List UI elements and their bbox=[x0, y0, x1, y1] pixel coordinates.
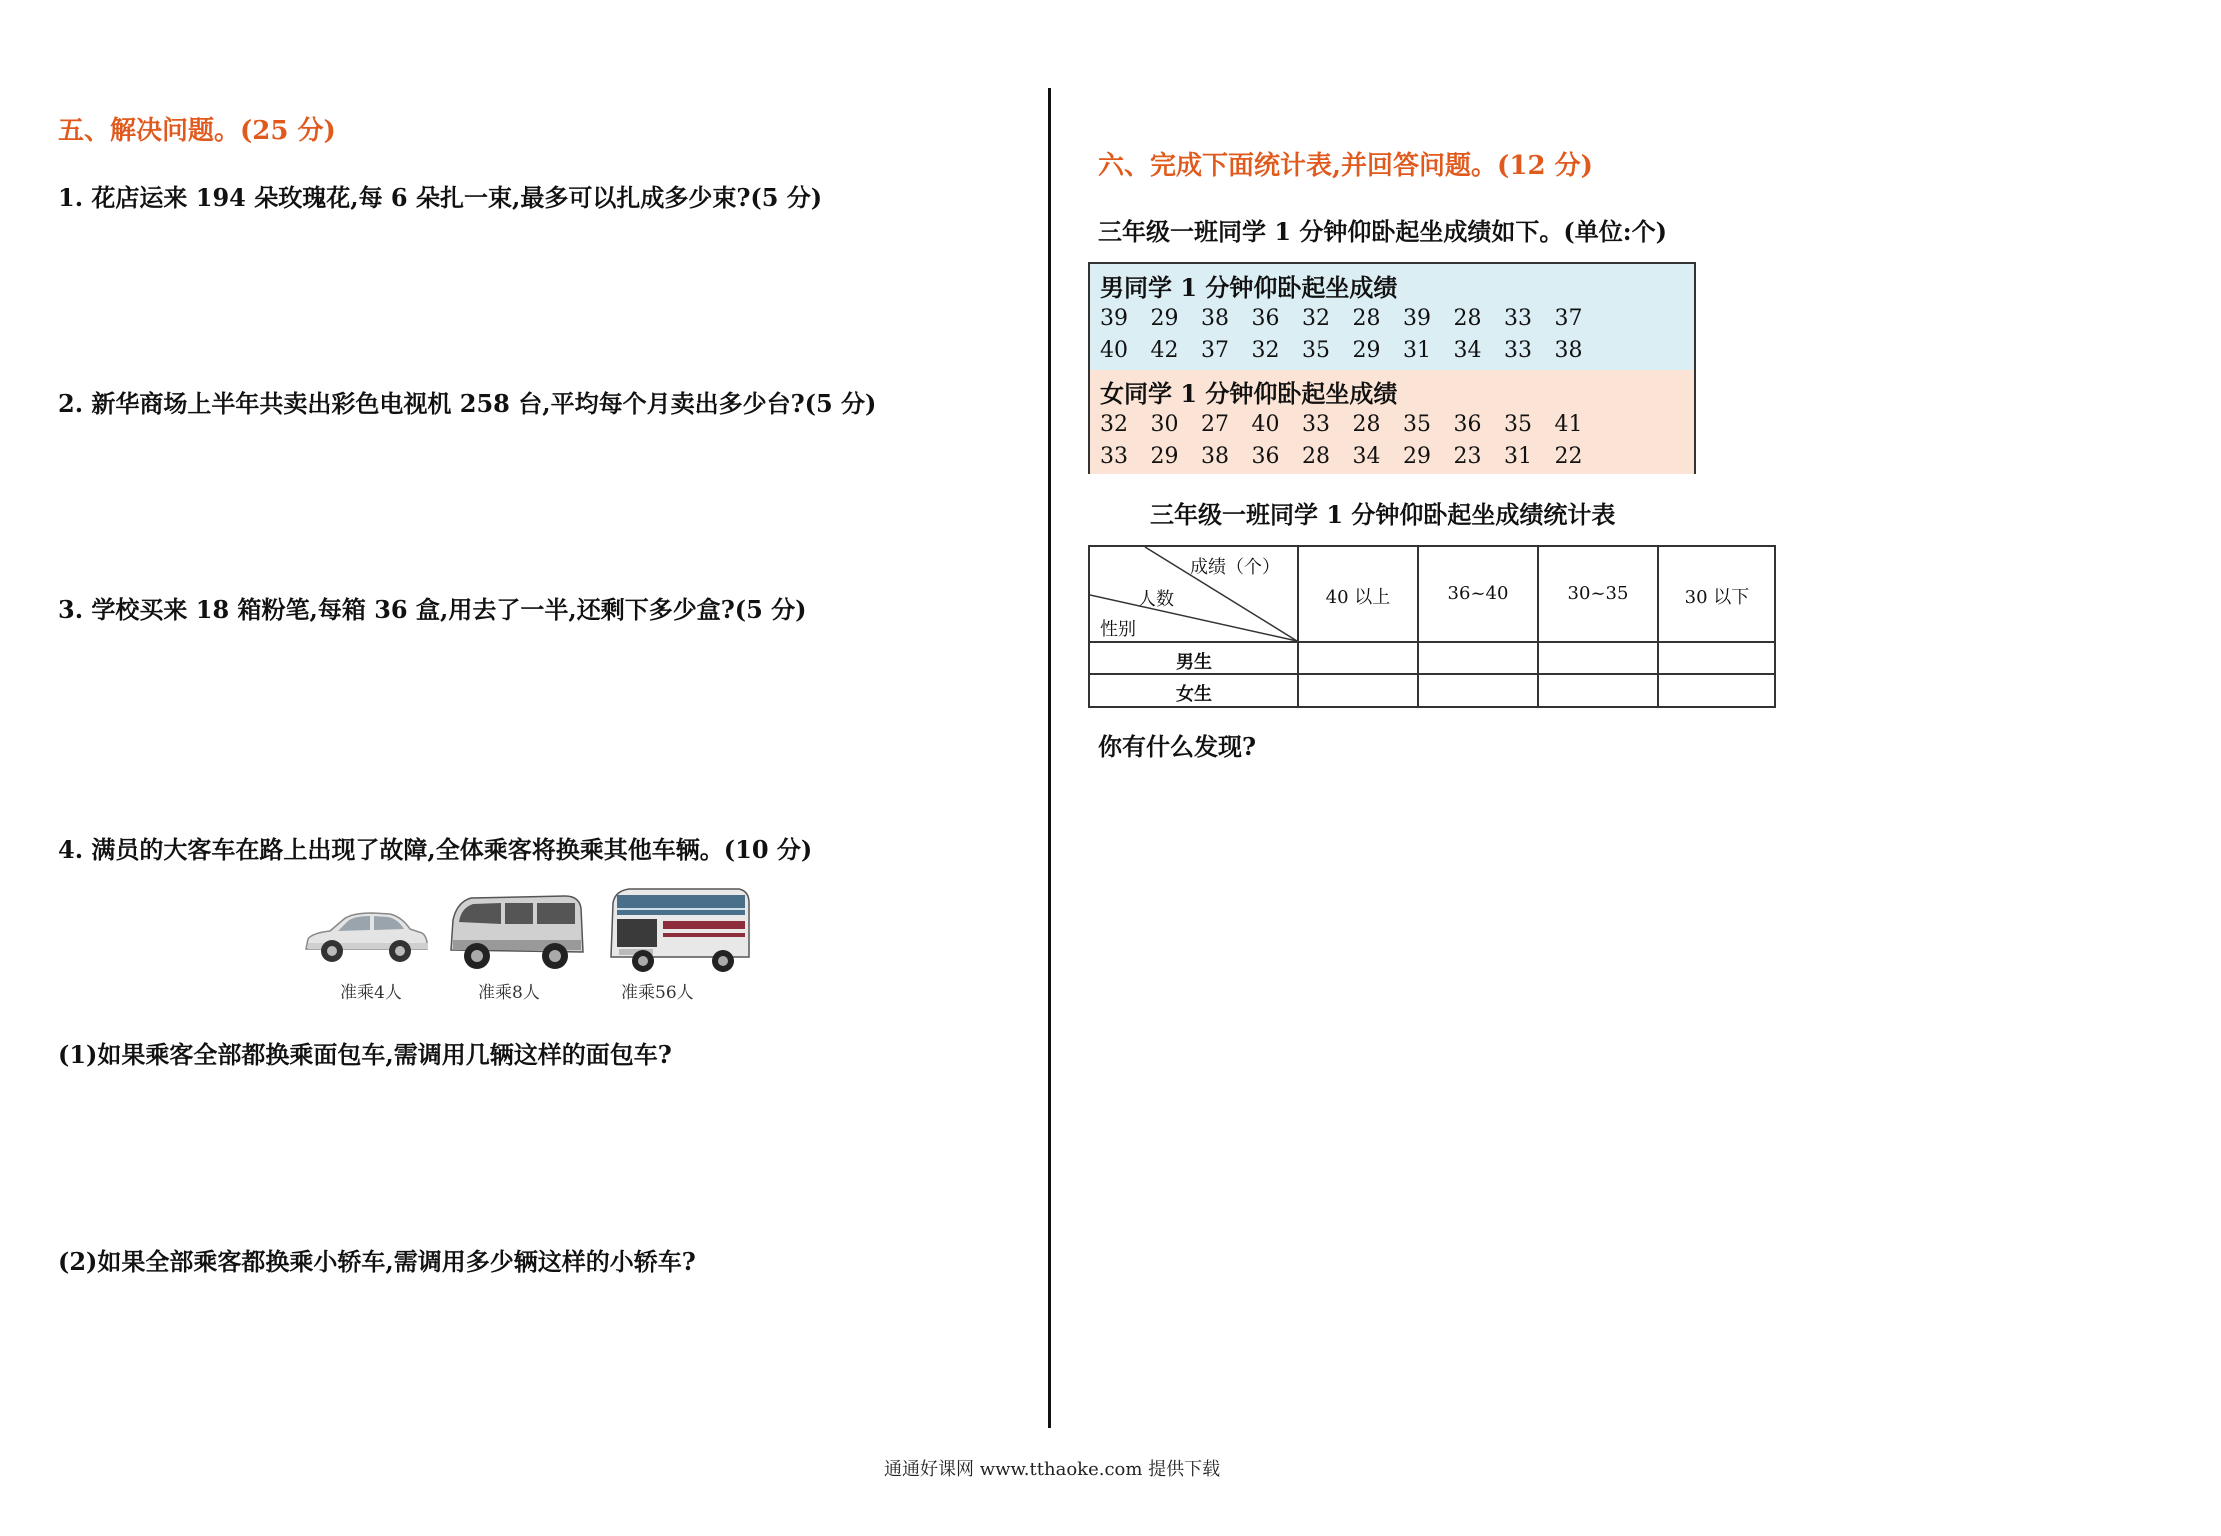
question-1: 1. 花店运来 194 朵玫瑰花,每 6 朵扎一束,最多可以扎成多少束?(5 分) bbox=[58, 183, 823, 212]
column-header: 40 以上 bbox=[1325, 587, 1391, 608]
score-value: 35 bbox=[1302, 338, 1330, 363]
score-value: 37 bbox=[1201, 338, 1229, 363]
row-header-girls: 女生 bbox=[1176, 684, 1212, 705]
score-value: 36 bbox=[1453, 412, 1482, 437]
score-value: 22 bbox=[1554, 444, 1583, 469]
raw-score-data-box bbox=[1088, 262, 1696, 474]
column-header: 30 以下 bbox=[1684, 587, 1750, 608]
question-4-part-1: (1)如果乘客全部都换乘面包车,需调用几辆这样的面包车? bbox=[58, 1040, 672, 1069]
score-value: 31 bbox=[1504, 444, 1532, 469]
discovery-question: 你有什么发现? bbox=[1098, 732, 1257, 761]
score-value: 41 bbox=[1554, 412, 1583, 437]
bus-capacity-caption: 准乘56人 bbox=[621, 983, 694, 1003]
boys-scores-row-2 bbox=[1100, 338, 1605, 363]
score-value: 29 bbox=[1352, 338, 1381, 363]
column-header: 36~40 bbox=[1447, 583, 1509, 604]
score-value: 38 bbox=[1201, 444, 1229, 469]
corner-label-gender: 性别 bbox=[1100, 619, 1136, 640]
score-value: 42 bbox=[1150, 338, 1179, 363]
statistics-table-title: 三年级一班同学 1 分钟仰卧起坐成绩统计表 bbox=[1150, 500, 1616, 529]
score-value: 39 bbox=[1403, 306, 1431, 331]
question-4: 4. 满员的大客车在路上出现了故障,全体乘客将换乘其他车辆。(10 分) bbox=[58, 835, 813, 864]
score-value: 32 bbox=[1100, 412, 1128, 437]
section-five-title: 五、解决问题。(25 分) bbox=[58, 116, 336, 146]
corner-label-score: 成绩（个） bbox=[1190, 557, 1280, 578]
girls-scores-heading: 女同学 1 分钟仰卧起坐成绩 bbox=[1100, 379, 1398, 408]
footer-credit: 通通好课网 www.tthaoke.com 提供下载 bbox=[884, 1459, 1221, 1480]
girls-scores-row-2 bbox=[1100, 444, 1605, 469]
column-divider bbox=[1048, 88, 1051, 1428]
score-value: 29 bbox=[1150, 444, 1179, 469]
girls-scores-row-1 bbox=[1100, 412, 1605, 437]
score-value: 30 bbox=[1150, 412, 1179, 437]
score-value: 32 bbox=[1302, 306, 1330, 331]
score-value: 33 bbox=[1100, 444, 1128, 469]
score-value: 35 bbox=[1403, 412, 1431, 437]
score-value: 36 bbox=[1251, 444, 1280, 469]
score-value: 27 bbox=[1201, 412, 1229, 437]
question-4-part-2: (2)如果全部乘客都换乘小轿车,需调用多少辆这样的小轿车? bbox=[58, 1247, 696, 1276]
score-value: 31 bbox=[1403, 338, 1431, 363]
boys-scores-heading: 男同学 1 分钟仰卧起坐成绩 bbox=[1100, 273, 1398, 302]
score-value: 29 bbox=[1403, 444, 1431, 469]
boys-scores-section bbox=[1090, 264, 1694, 371]
score-value: 40 bbox=[1100, 338, 1128, 363]
column-header: 30~35 bbox=[1567, 583, 1629, 604]
score-value: 39 bbox=[1100, 306, 1128, 331]
score-value: 28 bbox=[1302, 444, 1330, 469]
score-value: 32 bbox=[1251, 338, 1280, 363]
score-value: 28 bbox=[1352, 306, 1381, 331]
bus-icon bbox=[607, 885, 753, 979]
score-value: 28 bbox=[1453, 306, 1482, 331]
statistics-table bbox=[1088, 545, 1776, 708]
car-icon bbox=[300, 905, 432, 971]
table-column-divider bbox=[1417, 547, 1419, 706]
score-value: 34 bbox=[1453, 338, 1482, 363]
car-capacity-caption: 准乘4人 bbox=[340, 983, 402, 1003]
score-value: 36 bbox=[1251, 306, 1280, 331]
table-column-divider bbox=[1657, 547, 1659, 706]
van-icon bbox=[445, 890, 587, 978]
table-column-divider bbox=[1537, 547, 1539, 706]
row-header-boys: 男生 bbox=[1176, 652, 1212, 673]
score-value: 33 bbox=[1504, 338, 1532, 363]
score-value: 29 bbox=[1150, 306, 1179, 331]
score-value: 28 bbox=[1352, 412, 1381, 437]
question-2: 2. 新华商场上半年共卖出彩色电视机 258 台,平均每个月卖出多少台?(5 分) bbox=[58, 389, 877, 418]
data-intro: 三年级一班同学 1 分钟仰卧起坐成绩如下。(单位:个) bbox=[1098, 217, 1667, 246]
score-value: 38 bbox=[1554, 338, 1583, 363]
score-value: 40 bbox=[1251, 412, 1280, 437]
score-value: 34 bbox=[1352, 444, 1381, 469]
score-value: 37 bbox=[1554, 306, 1583, 331]
score-value: 23 bbox=[1453, 444, 1482, 469]
score-value: 38 bbox=[1201, 306, 1229, 331]
section-six-title: 六、完成下面统计表,并回答问题。(12 分) bbox=[1098, 151, 1593, 181]
score-value: 35 bbox=[1504, 412, 1532, 437]
question-3: 3. 学校买来 18 箱粉笔,每箱 36 盒,用去了一半,还剩下多少盒?(5 分) bbox=[58, 595, 807, 624]
score-value: 33 bbox=[1504, 306, 1532, 331]
girls-scores-section bbox=[1090, 370, 1694, 474]
corner-label-count: 人数 bbox=[1138, 589, 1174, 610]
score-value: 33 bbox=[1302, 412, 1330, 437]
boys-scores-row-1 bbox=[1100, 306, 1605, 331]
van-capacity-caption: 准乘8人 bbox=[478, 983, 540, 1003]
